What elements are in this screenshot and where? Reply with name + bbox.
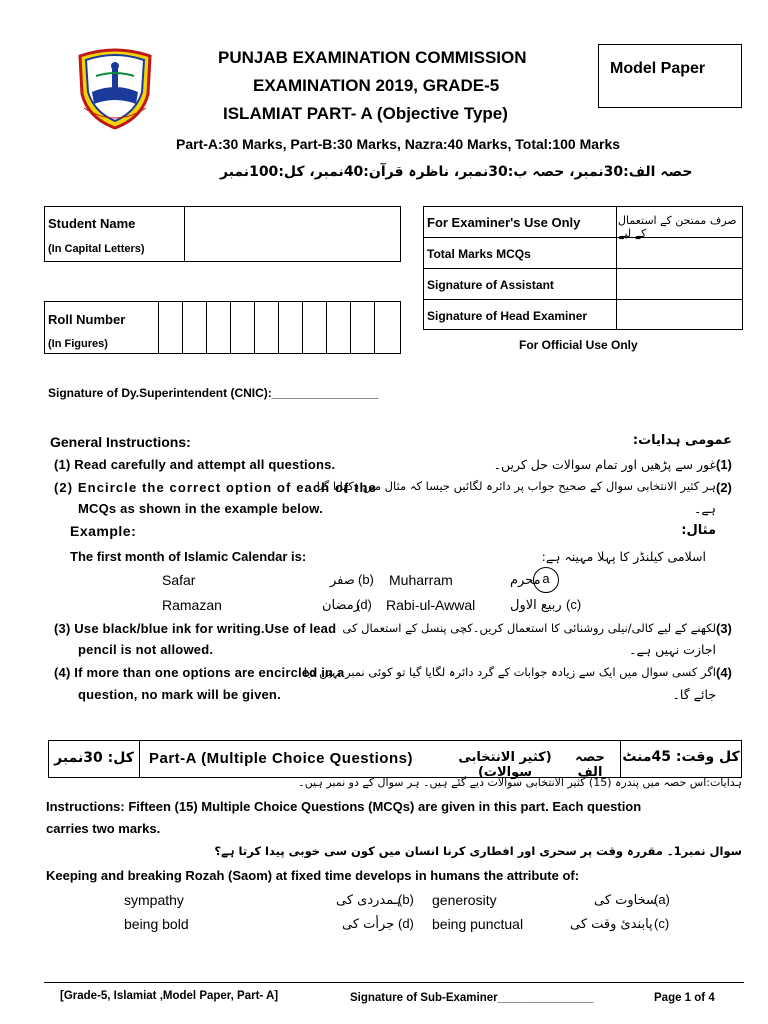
question-1-urdu: سوال نمبر1۔ مقررہ وقت پر سحری اور افطاری کرنا انسان میں کون سی خوبی پیدا کرتا ہے؟ [214,844,742,858]
example-option-d-ur: رمضان [322,598,361,613]
q1-option-d-ur: جرأت کی [342,917,395,932]
part-a-title-urdu: (کثیر الانتخابی سوالات) [458,750,552,780]
q1-option-d-en[interactable]: being bold [124,916,189,932]
example-question-urdu: اسلامی کیلنڈر کا پہلا مہینہ ہے: [541,549,706,564]
footer-left: [Grade-5, Islamiat ,Model Paper, Part- A] [60,990,279,1002]
footer-divider [44,982,744,983]
example-label-urdu: مثال: [681,523,716,538]
model-paper-box [598,44,742,108]
examiner-heading: For Examiner's Use Only [427,215,581,230]
example-option-b-en: Safar [162,572,196,588]
footer-sub-examiner-signature: Signature of Sub-Examiner_______________ [350,992,594,1004]
example-question: The first month of Islamic Calendar is: [70,549,307,564]
dy-superintendent-signature: Signature of Dy.Superintendent (CNIC):________________ [48,386,379,400]
q1-option-a-ur: سخاوت کی [594,893,657,908]
q1-option-b-ur: ہمدردی کی [336,893,402,908]
example-option-a-en: Muharram [389,572,453,588]
part-a-instructions-line-2: carries two marks. [46,821,161,836]
official-use-label: For Official Use Only [519,338,638,352]
part-a-time: کل وقت: 45منٹ [622,749,740,765]
q1-option-b-en[interactable]: sympathy [124,892,184,908]
example-option-d-en: Ramazan [162,597,222,613]
instruction-1: (1) Read carefully and attempt all questions. [54,457,336,472]
instruction-2-line-1: (2) Encircle the correct option of each of the [54,480,377,495]
instruction-4-line-2: question, no mark will be given. [78,687,281,702]
example-option-a-ur: محرم [510,573,541,588]
example-label: Example: [70,523,137,539]
header-title-3: ISLAMIAT PART- A (Objective Type) [223,104,508,123]
header-title-2: EXAMINATION 2019, GRADE-5 [253,76,500,95]
example-option-d-letter: (d) [356,597,372,612]
instruction-4-urdu-line-1: اگر کسی سوال میں ایک سے زیادہ جوابات کے گرد دائرہ لگایا گیا تو کوئی نمبر نہیں دیا [303,665,716,679]
instruction-2-urdu-line-1: ہر کثیر الانتخابی سوال کے صحیح جواب پر دائرہ لگائیں جیسا کہ مثال میں دکھایا گیا [316,479,716,493]
instruction-4-number: (4) [716,665,732,680]
part-a-instructions-urdu: ہدایات:اس حصہ میں پندرہ (15) کثیر الانتخابی سوالات دیے گئے ہیں۔ ہر سوال کے دو نمبر ہیں۔ [298,776,742,789]
student-name-label: Student Name [48,216,136,231]
instruction-4-line-1: (4) If more than one options are encircled in a [54,665,345,680]
instruction-3-urdu-line-2: اجازت نہیں ہے۔ [629,642,716,657]
example-option-c-en: Rabi-ul-Awwal [386,597,476,613]
total-marks-mcqs-label: Total Marks MCQs [427,247,531,261]
q1-option-a-en[interactable]: generosity [432,892,497,908]
footer-page-number: Page 1 of 4 [654,992,715,1004]
instruction-3-number: (3) [716,621,732,636]
part-a-title: Part-A (Multiple Choice Questions) [149,750,413,767]
instruction-3-urdu-line-1: لکھنے کے لیے کالی/نیلی روشنائی کا استعمال کریں۔کچی پنسل کے استعمال کی [342,621,716,635]
instruction-3-line-2: pencil is not allowed. [78,642,214,657]
q1-option-a-letter[interactable]: (a) [654,892,670,907]
instruction-2-urdu-line-2: ہے۔ [694,501,716,516]
q1-option-d-letter[interactable]: (d) [398,916,414,931]
student-name-sublabel: (In Capital Letters) [48,243,145,255]
example-encircled-answer [533,567,559,593]
roll-number-sublabel: (In Figures) [48,338,108,350]
roll-number-field[interactable] [159,302,399,353]
example-option-a-letter: a [542,571,550,586]
example-option-c-ur: ربیع الاول [510,598,562,613]
marks-distribution-urdu: حصہ الف:30نمبر، حصہ ب:30نمبر، ناظرہ قرآن:40نمبر، کل:100نمبر [220,164,693,180]
question-1-text: Keeping and breaking Rozah (Saom) at fixed time develops in humans the attribute of: [46,868,580,883]
logo [72,46,158,130]
instruction-2-number: (2) [716,480,732,495]
q1-option-c-ur: پابندیٔ وقت کی [570,917,653,932]
q1-option-b-letter[interactable]: (b) [398,892,414,907]
student-name-field[interactable] [186,208,398,260]
example-option-b-letter: (b) [358,572,374,587]
instruction-3-line-1: (3) Use black/blue ink for writing.Use of lead [54,621,337,636]
shield-logo-icon [72,46,158,130]
signature-head-examiner-label: Signature of Head Examiner [427,309,588,323]
instruction-1-number: (1) [716,457,732,472]
model-paper-label: Model Paper [610,60,706,77]
instructions-heading: General Instructions: [50,434,191,450]
q1-option-c-letter[interactable]: (c) [654,916,670,931]
instructions-heading-urdu: عمومی ہدایات: [632,433,732,448]
header-title-1: PUNJAB EXAMINATION COMMISSION [218,48,527,67]
part-a-total-marks: کل: 30نمبر [54,750,134,766]
examiner-heading-urdu: صرف ممتحن کے استعمال کے لیے [618,214,737,240]
example-option-c-letter: (c) [566,597,582,612]
part-a-instructions-line-1: Instructions: Fifteen (15) Multiple Choice Questions (MCQs) are given in this part. Each question [46,799,642,814]
marks-distribution: Part-A:30 Marks, Part-B:30 Marks, Nazra:40 Marks, Total:100 Marks [176,136,621,152]
roll-number-label: Roll Number [48,312,126,327]
q1-option-c-en[interactable]: being punctual [432,916,524,932]
instruction-4-urdu-line-2: جائے گا۔ [672,687,716,702]
instruction-1-urdu: غور سے پڑھیں اور تمام سوالات حل کریں۔ [493,457,716,472]
signature-assistant-label: Signature of Assistant [427,278,554,292]
example-option-b-ur: صفر [330,573,355,588]
part-a-label-urdu: حصہ الف [575,750,605,780]
instruction-2-line-2: MCQs as shown in the example below. [78,501,323,516]
